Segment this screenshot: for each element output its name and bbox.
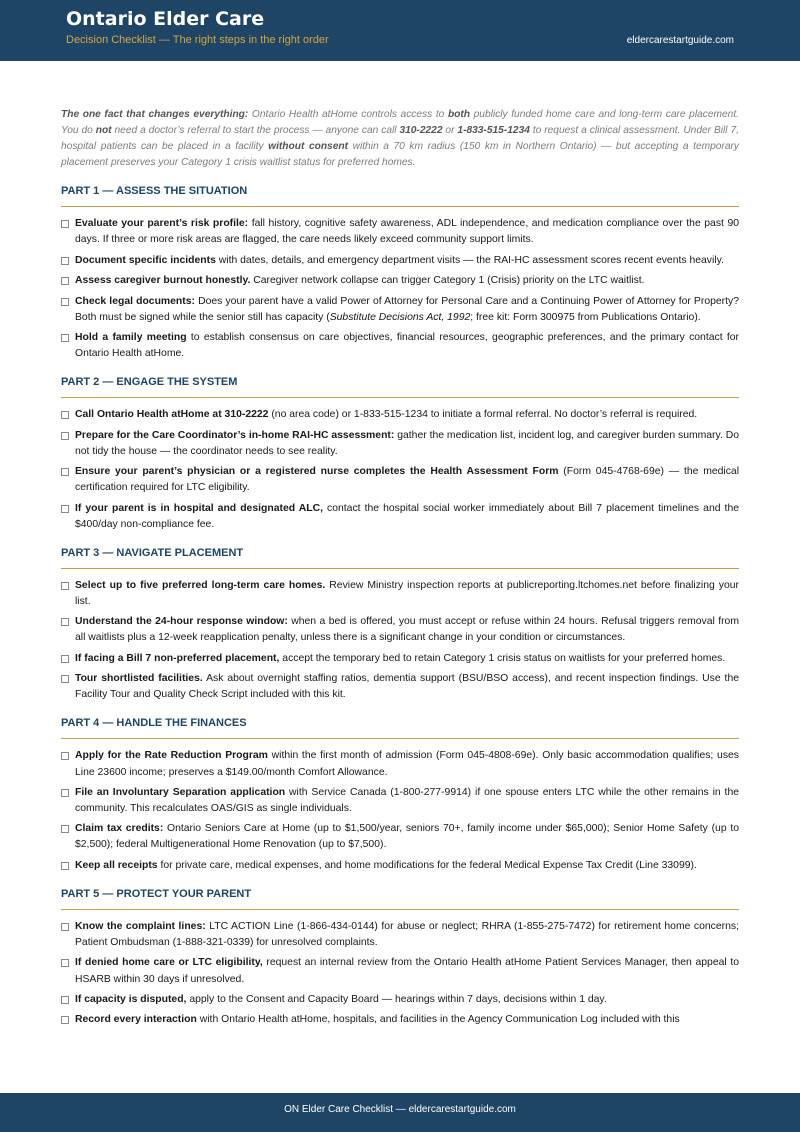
checkbox[interactable] bbox=[61, 432, 69, 440]
intro-text: or bbox=[442, 125, 458, 137]
item-text: with Service Canada (1-800-277-9914) if one spouse enters LTC while the other remains in the community. This recalculates OAS/GIS as single individuals. bbox=[75, 786, 740, 814]
checklist-item bbox=[61, 671, 739, 703]
item-title: Record every interaction bbox=[75, 1014, 197, 1026]
item-title: Keep all receipts bbox=[75, 859, 158, 871]
checklist-item bbox=[61, 216, 739, 248]
item-title: Understand the 24-hour response window: bbox=[75, 616, 288, 628]
item-text: ; free kit: Form 300975 from Publications Ontario). bbox=[470, 311, 701, 323]
item-text: with dates, details, and emergency department visits — the RAI-HC assessment scores recent events heavily. bbox=[215, 254, 724, 266]
checklist-item bbox=[61, 428, 739, 460]
item-text: contact the hospital social worker immediately about Bill 7 placement timelines and the $400/day non-compliance fee. bbox=[75, 502, 740, 530]
checkbox[interactable] bbox=[61, 468, 69, 476]
item-title: If denied home care or LTC eligibility, bbox=[75, 957, 263, 969]
checkbox[interactable] bbox=[61, 996, 69, 1004]
checklist-item bbox=[61, 651, 739, 667]
intro-text: to request a clinical assessment. Under Bill 7, hospital patients can be placed in a facility bbox=[61, 125, 739, 153]
checkbox[interactable] bbox=[61, 655, 69, 663]
checkbox[interactable] bbox=[61, 257, 69, 265]
checklist-item bbox=[61, 294, 739, 326]
item-title: If capacity is disputed, bbox=[75, 993, 187, 1005]
checkbox[interactable] bbox=[61, 411, 69, 419]
checkbox[interactable] bbox=[61, 220, 69, 228]
checklist-item bbox=[61, 273, 739, 289]
checklist-item bbox=[61, 785, 739, 817]
item-text: LTC ACTION Line (1-866-434-0144) for abuse or neglect; RHRA (1-855-275-7472) for retirement home concerns; Patient Ombudsman (1-888-321-0339) for unresolved complaints. bbox=[75, 920, 739, 949]
checkbox[interactable] bbox=[61, 923, 69, 931]
checklist-item bbox=[61, 1012, 739, 1028]
page-header bbox=[0, 0, 800, 61]
checklist-item bbox=[61, 407, 739, 423]
section-heading-part-2: PART 2 — ENGAGE THE SYSTEM bbox=[61, 376, 739, 398]
intro-emphasis: both bbox=[447, 109, 471, 120]
checklist-item bbox=[61, 330, 739, 362]
section-heading-part-1: PART 1 — ASSESS THE SITUATION bbox=[61, 185, 739, 207]
item-title: Know the complaint lines: bbox=[75, 920, 206, 932]
item-title: If facing a Bill 7 non-preferred placement, bbox=[75, 652, 280, 664]
item-text: Does your parent have a valid Power of Attorney for Personal Care and a Continuing Power of Attorney for Property? Both must be signed while the senior still has capacity ( bbox=[75, 295, 739, 323]
item-text: Caregiver network collapse can trigger Category 1 (Crisis) priority on the LTC waitlist. bbox=[250, 275, 645, 287]
checkbox[interactable] bbox=[61, 298, 69, 306]
checkbox[interactable] bbox=[61, 277, 69, 285]
item-text: request an internal review from the Ontario Health atHome Patient Services Manager, then appeal to HSARB within 30 days if unresolved. bbox=[75, 957, 739, 985]
item-text: accept the temporary bed to retain Category 1 crisis status on waitlists for your preferred homes. bbox=[279, 652, 726, 664]
item-title: Select up to five preferred long-term care homes. bbox=[75, 579, 326, 591]
intro-text: within a 70 km radius (150 km in Northern Ontario) — but accepting a temporary placement preserves your Category 1 crisis waitlist status for preferred homes. bbox=[61, 141, 739, 169]
item-title: Document specific incidents bbox=[75, 254, 216, 266]
checkbox[interactable] bbox=[61, 1016, 69, 1024]
intro-phone: 310-2222 bbox=[399, 125, 443, 137]
item-title: Assess caregiver burnout honestly. bbox=[75, 275, 251, 287]
checkbox[interactable] bbox=[61, 752, 69, 760]
intro-lead: The one fact that changes everything: bbox=[61, 109, 249, 120]
item-text: gather the medication list, incident log, and caregiver burden summary. Do not tidy the house — the coordinator needs to see reality. bbox=[75, 429, 740, 457]
item-title: Tour shortlisted facilities. bbox=[75, 673, 203, 685]
intro-phone: 1-833-515-1234 bbox=[457, 125, 530, 137]
item-text: Review Ministry inspection reports at publicreporting.ltchomes.net before finalizing your list. bbox=[75, 579, 739, 607]
item-text: (no area code) or 1-833-515-1234 to initiate a formal referral. No doctor’s referral is required. bbox=[268, 409, 698, 421]
checklist-item bbox=[61, 578, 739, 610]
item-text: Ask about overnight staffing ratios, dementia support (BSU/BSO access), and recent inspection findings. Use the Facility Tour and Quality Check Script included with this kit. bbox=[75, 673, 740, 701]
item-text: to establish consensus on care objectives, financial resources, geographic preferences, and the primary contact for Ontario Health atHome. bbox=[75, 332, 739, 360]
checklist-item bbox=[61, 821, 739, 853]
checkbox[interactable] bbox=[61, 862, 69, 870]
item-citation: Substitute Decisions Act, 1992 bbox=[329, 311, 471, 323]
checklist-content bbox=[61, 107, 739, 1033]
intro-text: Ontario Health atHome controls access to bbox=[248, 109, 448, 120]
checkbox[interactable] bbox=[61, 789, 69, 797]
page-footer bbox=[0, 1093, 800, 1132]
intro-emphasis: not bbox=[95, 125, 112, 137]
checkbox[interactable] bbox=[61, 959, 69, 967]
item-text: Ontario Seniors Care at Home (up to $1,500/year, seniors 70+, family income under $65,000); Senior Home Safety (up to $2,500); federal Multigenerational Home Renovation (up to $7,500). bbox=[75, 823, 739, 851]
header-subtitle: Decision Checklist — The right steps in the right order bbox=[66, 34, 329, 46]
item-title: Claim tax credits: bbox=[75, 823, 164, 835]
item-title: Prepare for the Care Coordinator’s in-home RAI-HC assessment: bbox=[75, 429, 395, 441]
header-url: eldercarestartguide.com bbox=[626, 35, 734, 46]
item-text: fall history, cognitive safety awareness, ADL independence, and medication compliance over the past 90 days. If three or more risk areas are flagged, the care needs likely exceed community support limits. bbox=[75, 218, 739, 246]
item-title: Check legal documents: bbox=[75, 295, 195, 307]
item-text: (Form 045-4768-69e) — the medical certification required for LTC eligibility. bbox=[75, 466, 739, 494]
checklist-item bbox=[61, 464, 739, 496]
checkbox[interactable] bbox=[61, 505, 69, 513]
checklist-item bbox=[61, 501, 739, 533]
section-heading-part-4: PART 4 — HANDLE THE FINANCES bbox=[61, 717, 739, 739]
checklist-item bbox=[61, 858, 739, 874]
intro-text: need a doctor’s referral to start the process — anyone can call bbox=[111, 125, 400, 137]
checkbox[interactable] bbox=[61, 334, 69, 342]
checkbox[interactable] bbox=[61, 618, 69, 626]
section-heading-part-3: PART 3 — NAVIGATE PLACEMENT bbox=[61, 547, 739, 569]
header-title: Ontario Elder Care bbox=[66, 8, 265, 30]
checkbox[interactable] bbox=[61, 675, 69, 683]
intro-emphasis: without consent bbox=[268, 141, 349, 153]
checklist-item bbox=[61, 919, 739, 951]
item-title: Ensure your parent’s physician or a registered nurse completes the Health Assessment Form bbox=[75, 466, 559, 478]
item-text: with Ontario Health atHome, hospitals, and facilities in the Agency Communication Log included with this bbox=[196, 1014, 680, 1026]
item-title: File an Involuntary Separation application bbox=[75, 786, 286, 798]
intro-paragraph bbox=[61, 107, 739, 171]
intro-text: publicly funded home care and long-term care placement. You do bbox=[61, 109, 739, 137]
item-text: within the first month of admission (Form 045-4808-69e). Only basic accommodation qualifies; uses Line 23600 income; preserves a $149.00/month Comfort Allowance. bbox=[75, 750, 739, 778]
checkbox[interactable] bbox=[61, 582, 69, 590]
checklist-item bbox=[61, 253, 739, 269]
checklist-item bbox=[61, 992, 739, 1008]
item-title: Evaluate your parent’s risk profile: bbox=[75, 218, 249, 230]
checklist-item bbox=[61, 614, 739, 646]
item-title: Call Ontario Health atHome at 310-2222 bbox=[75, 409, 269, 421]
checkbox[interactable] bbox=[61, 825, 69, 833]
checklist-item bbox=[61, 748, 739, 780]
item-title: Hold a family meeting bbox=[75, 332, 187, 344]
item-title: If your parent is in hospital and designated ALC, bbox=[75, 502, 323, 514]
section-heading-part-5: PART 5 — PROTECT YOUR PARENT bbox=[61, 888, 739, 910]
item-text: apply to the Consent and Capacity Board — hearings within 7 days, decisions within 1 day. bbox=[186, 993, 607, 1005]
item-text: for private care, medical expenses, and home modifications for the federal Medical Expense Tax Credit (Line 33099). bbox=[157, 859, 697, 871]
footer-text: ON Elder Care Checklist — eldercarestartguide.com bbox=[284, 1104, 516, 1115]
item-text: when a bed is offered, you must accept or refuse within 24 hours. Refusal triggers removal from all waitlists plus a 12-week reapplication penalty, unless there is a significant change in your condition or circumstances. bbox=[75, 616, 739, 644]
checklist-item bbox=[61, 955, 739, 987]
item-title: Apply for the Rate Reduction Program bbox=[75, 750, 268, 762]
